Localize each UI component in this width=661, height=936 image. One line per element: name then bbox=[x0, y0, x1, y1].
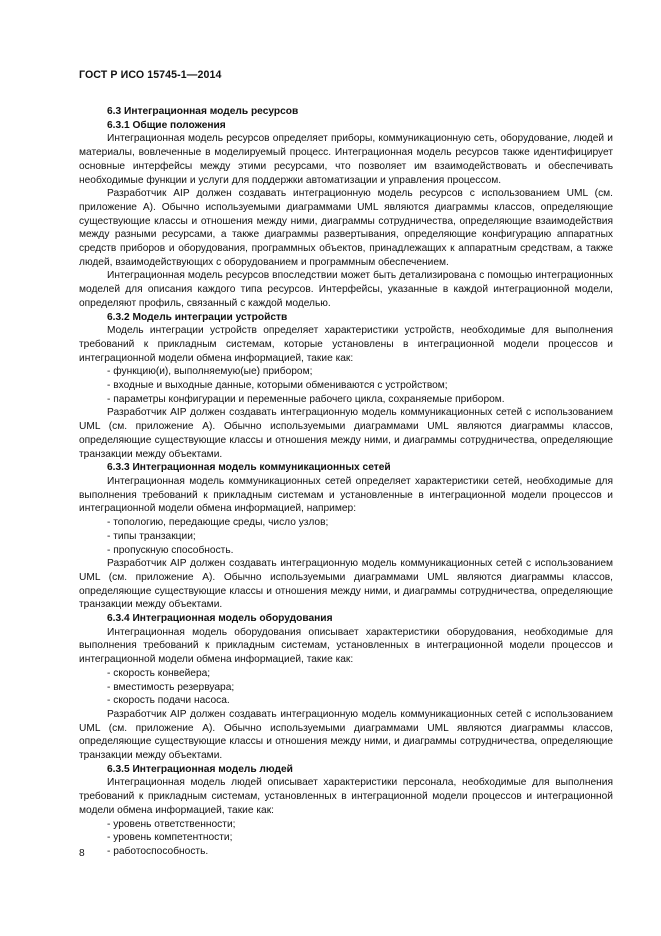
paragraph: Интеграционная модель коммуникационных сетей определяет характеристики сетей, необходимые для выполнения требований к прикладным системам и установленные в интеграционной модели процессов и интеграционной модели обмена информацией, например: bbox=[79, 475, 613, 515]
paragraph: Модель интеграции устройств определяет характеристики устройств, необходимые для выполнения требований к прикладным системам, которые установлены в интеграционной модели процессов и интеграционной модели обмена информацией, такие как: bbox=[79, 325, 613, 364]
section-heading-6-3-2: 6.3.2 Модель интеграции устройств bbox=[107, 311, 288, 323]
paragraph: Разработчик AIP должен создавать интеграционную модель коммуникационных сетей с использованием UML (см. приложение А). Обычно используемыми диаграммами UML являются диаграммы классов, определяющие существующие классы и отношения между ними, и диаграммы сотрудничества, определяющие транзакции между объектами. bbox=[79, 558, 613, 611]
list-item: - пропускную способность. bbox=[107, 544, 234, 556]
section-heading-6-3: 6.3 Интеграционная модель ресурсов bbox=[107, 106, 299, 117]
page-number: 8 bbox=[79, 848, 85, 859]
list-item: - функцию(и), выполняемую(ые) прибором; bbox=[107, 366, 313, 378]
paragraph: Интеграционная модель оборудования описывает характеристики оборудования, необходимые для выполнения требований к прикладным системам, установленных в интеграционной модели процессов и интеграционной модели обмена информацией, такие как: bbox=[79, 626, 613, 666]
paragraph: Разработчик AIP должен создавать интеграционную модель ресурсов с использованием UML (см. приложение А). Обычно используемыми диаграммами UML являются диаграммы классов, определяющие существующие классы и отношения между ними, диаграммы сотрудничества, определяющие взаимодействия между разными ресурсами, а также диаграммы развертывания, определяющие конфигурацию аппаратных средств приборов и оборудования, программных объектов, принадлежащих к аппаратным средствам, а также людей, взаимодействующих с оборудованием и программным обеспечением. bbox=[79, 188, 613, 268]
list-item: - скорость подачи насоса. bbox=[107, 695, 230, 707]
section-heading-6-3-4: 6.3.4 Интеграционная модель оборудования bbox=[107, 613, 333, 625]
list-item: - параметры конфигурации и переменные рабочего цикла, сохраняемые прибором. bbox=[107, 393, 505, 405]
document-body bbox=[79, 96, 613, 859]
list-item: - уровень ответственности; bbox=[107, 818, 236, 830]
list-item: - работоспособность. bbox=[107, 845, 209, 857]
paragraph: Разработчик AIP должен создавать интеграционную модель коммуникационных сетей с использованием UML (см. приложение А). Обычно используемыми диаграммами UML являются диаграммы классов, определяющие существующие классы и отношения между ними, и диаграммы сотрудничества, определяющие транзакции между объектами. bbox=[79, 708, 613, 762]
paragraph: Разработчик AIP должен создавать интеграционную модель коммуникационных сетей с использованием UML (см. приложение А). Обычно используемыми диаграммами UML являются диаграммы классов, определяющие существующие классы и отношения между ними, и диаграммы сотрудничества, определяющие транзакции между объектами. bbox=[79, 407, 613, 460]
list-item: - входные и выходные данные, которыми обмениваются с устройством; bbox=[107, 380, 448, 392]
section-heading-6-3-5: 6.3.5 Интеграционная модель людей bbox=[107, 763, 293, 775]
section-heading-6-3-3: 6.3.3 Интеграционная модель коммуникационных сетей bbox=[107, 462, 391, 474]
paragraph: Интеграционная модель людей описывает характеристики персонала, необходимые для выполнения требований к прикладным системам, установленных в интеграционной модели процессов и интеграционной модели обмена информацией, такие как: bbox=[79, 777, 613, 816]
document-id-header: ГОСТ Р ИСО 15745-1—2014 bbox=[79, 69, 222, 81]
list-item: - типы транзакции; bbox=[107, 530, 196, 542]
paragraph: Интеграционная модель ресурсов впоследствии может быть детализирована с помощью интеграционных моделей для описания каждого типа ресурсов. Интерфейсы, указанные в каждой интеграционной модели, определяют профиль, связанный с каждой моделью. bbox=[79, 270, 613, 309]
list-item: - топологию, передающие среды, число узлов; bbox=[107, 517, 329, 529]
section-heading-6-3-1: 6.3.1 Общие положения bbox=[107, 119, 226, 131]
paragraph: Интеграционная модель ресурсов определяет приборы, коммуникационную сеть, оборудование, людей и материалы, вовлеченные в моделируемый процесс. Интеграционная модель ресурсов также идентифицирует основные интерфейсы между этими ресурсами, что позволяет им взаимодействовать и обеспечивать необходимые функции и услуги для поддержки автоматизации и управления процессом. bbox=[79, 133, 613, 186]
list-item: - скорость конвейера; bbox=[107, 667, 211, 679]
list-item: - уровень компетентности; bbox=[107, 832, 233, 844]
list-item: - вместимость резервуара; bbox=[107, 681, 235, 693]
